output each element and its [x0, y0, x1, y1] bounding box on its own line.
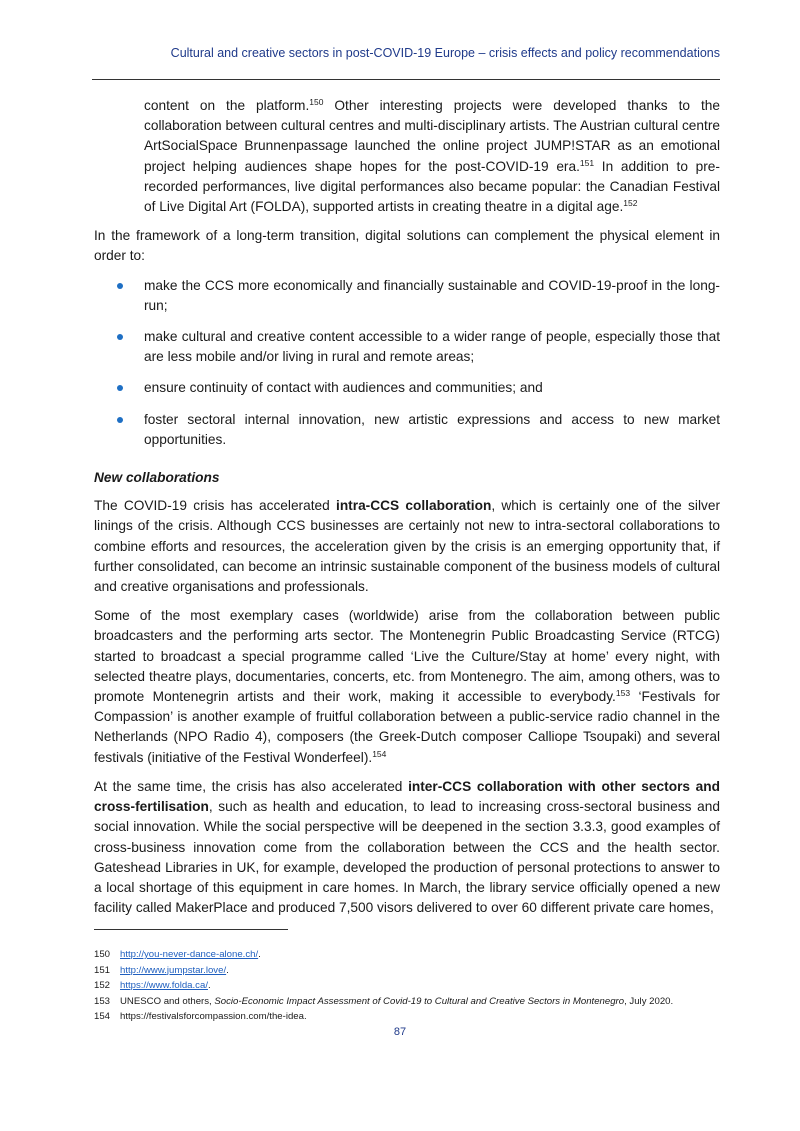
footnote-number: 153: [94, 995, 111, 1007]
inter-text-1: At the same time, the crisis has also accelerated: [94, 778, 409, 794]
footnote-pre: UNESCO and others,: [120, 995, 215, 1007]
footnote-rule: [94, 929, 288, 930]
footnotes: [94, 947, 734, 1025]
inter-paragraph: [94, 777, 720, 918]
header-rule: [92, 79, 720, 80]
footnote-title: Socio-Economic Impact Assessment of Covid-19 to Cultural and Creative Sectors in Montenegro: [214, 995, 625, 1007]
framework-paragraph: In the framework of a long-term transition, digital solutions can complement the physical element in order to:: [94, 228, 720, 264]
intro-paragraph: [94, 96, 720, 217]
footnote-body: [120, 994, 673, 1010]
running-header: Cultural and creative sectors in post-COVID-19 Europe – crisis effects and policy recommendations: [170, 46, 720, 60]
bullet-list: [94, 276, 720, 450]
examples-text-1: Some of the most exemplary cases (worldwide) arise from the collaboration between public broadcasters and the performing arts sector. The Montenegrin Public Broadcasting Service (RTCG) started to broadcast a special programme called ‘Live the Culture/Stay at home’ every night, with selected theatre plays, documentaries, concerts, etc. from Montenegro. The aim, among others, was to promote Montenegrin artists and their work, making it accessible to everybody.: [94, 608, 720, 705]
footnote-text: https://festivalsforcompassion.com/the-idea.: [120, 1011, 307, 1023]
footnote-after: .: [258, 949, 261, 960]
footnote: [94, 947, 734, 963]
footnote-ref-153[interactable]: 153: [615, 688, 631, 699]
bullet-text: ensure continuity of contact with audiences and communities; and: [144, 380, 543, 396]
bullet-item: [94, 327, 720, 367]
footnote-post: , July 2020.: [624, 995, 674, 1007]
footnote-link[interactable]: http://www.jumpstar.love/: [120, 964, 227, 976]
footnote-link[interactable]: https://www.folda.ca/: [120, 980, 208, 992]
footnote-number: 154: [94, 1011, 111, 1023]
bullet-icon: [117, 283, 123, 289]
footnote-ref-150[interactable]: 150: [309, 97, 324, 107]
footnote-number: 152: [94, 980, 111, 992]
bullet-icon: [117, 334, 123, 340]
page-number: 87: [393, 1026, 407, 1038]
bullet-icon: [117, 385, 123, 391]
footnote: [94, 978, 734, 994]
footnote: [94, 994, 734, 1010]
inter-text-2: , such as health and education, to lead to increasing cross-sectoral business and social innovation. While the social perspective will be deepened in the section 3.3.3, good examples of cross-business innovation come from the collaboration between the CCS and the health sector. Gateshead Libraries in UK, for example, developed the production of personal protections to answer to a local shortage of this equipment in care homes. In March, the library service officially opened a new facility called MakerPlace and produced 7,500 visors delivered to over 60 different private care homes,: [94, 799, 720, 916]
section-heading: New collaborations: [94, 470, 220, 486]
collab-paragraph: [94, 496, 720, 597]
examples-text-2: ‘Festivals for Compassion’ is another example of fruitful collaboration between a public-service radio channel in the Netherlands (NPO Radio 4), composers (the Greek-Dutch composer Calliope Tsoupaki) and several festivals (initiative of the Festival Wonderfeel).: [94, 689, 720, 765]
collab-text-2: , which is certainly one of the silver linings of the crisis. Although CCS businesses are certainly not new to intra-sectoral collaborations to combine efforts and resources, the acceleration given by the crisis is an emerging opportunity that, if further consolidated, can become an intrinsic sustainable component of the business models of cultural and creative organisations and professionals.: [94, 498, 720, 595]
intro-text-3: In addition to pre-recorded performances, live digital performances also became popular: the Canadian Festival of Live Digital Art (FOLDA), supported artists in creating theatre in a digital age.: [144, 158, 720, 215]
bullet-item: [94, 378, 720, 398]
intro-text-2: Other interesting projects were developed thanks to the collaboration between cultural centres and multi-disciplinary artists. The Austrian cultural centre ArtSocialSpace Brunnenpassage launched the online project JUMP!STAR as an emotional project helping audiences shape hopes for the post-COVID-19 era.: [144, 98, 720, 174]
footnote-number: 150: [94, 949, 111, 960]
footnote: [94, 963, 734, 979]
footnote: [94, 1009, 734, 1025]
footnote-number: 151: [94, 964, 111, 976]
footnote-body: [120, 978, 211, 994]
bullet-item: [94, 276, 720, 316]
bullet-text: make the CCS more economically and financially sustainable and COVID-19-proof in the long-run;: [144, 277, 720, 313]
footnote-after: .: [207, 980, 211, 992]
footnote-ref-151[interactable]: 151: [579, 157, 595, 168]
footnote-link[interactable]: http://you-never-dance-alone.ch/: [120, 949, 259, 960]
collab-bold: intra-CCS collaboration: [336, 498, 492, 514]
bullet-text: foster sectoral internal innovation, new artistic expressions and access to new market opportunities.: [144, 411, 720, 447]
inter-bold: inter-CCS collaboration with other sectors and cross-fertilisation: [94, 778, 720, 815]
examples-paragraph: [94, 606, 720, 768]
intro-text-1: content on the platform.: [144, 98, 310, 113]
collab-text-1: The COVID-19 crisis has accelerated: [94, 498, 337, 514]
footnote-after: .: [226, 964, 229, 976]
footnote-ref-152[interactable]: 152: [623, 198, 638, 209]
footnote-body: [120, 947, 261, 963]
footnote-ref-154[interactable]: 154: [372, 748, 387, 759]
page-body: [94, 96, 720, 927]
bullet-item: [94, 410, 720, 450]
bullet-text: make cultural and creative content accessible to a wider range of people, especially those that are less mobile and/or living in rural and remote areas;: [144, 329, 720, 365]
bullet-icon: [117, 417, 123, 423]
footnote-body: [120, 963, 229, 979]
